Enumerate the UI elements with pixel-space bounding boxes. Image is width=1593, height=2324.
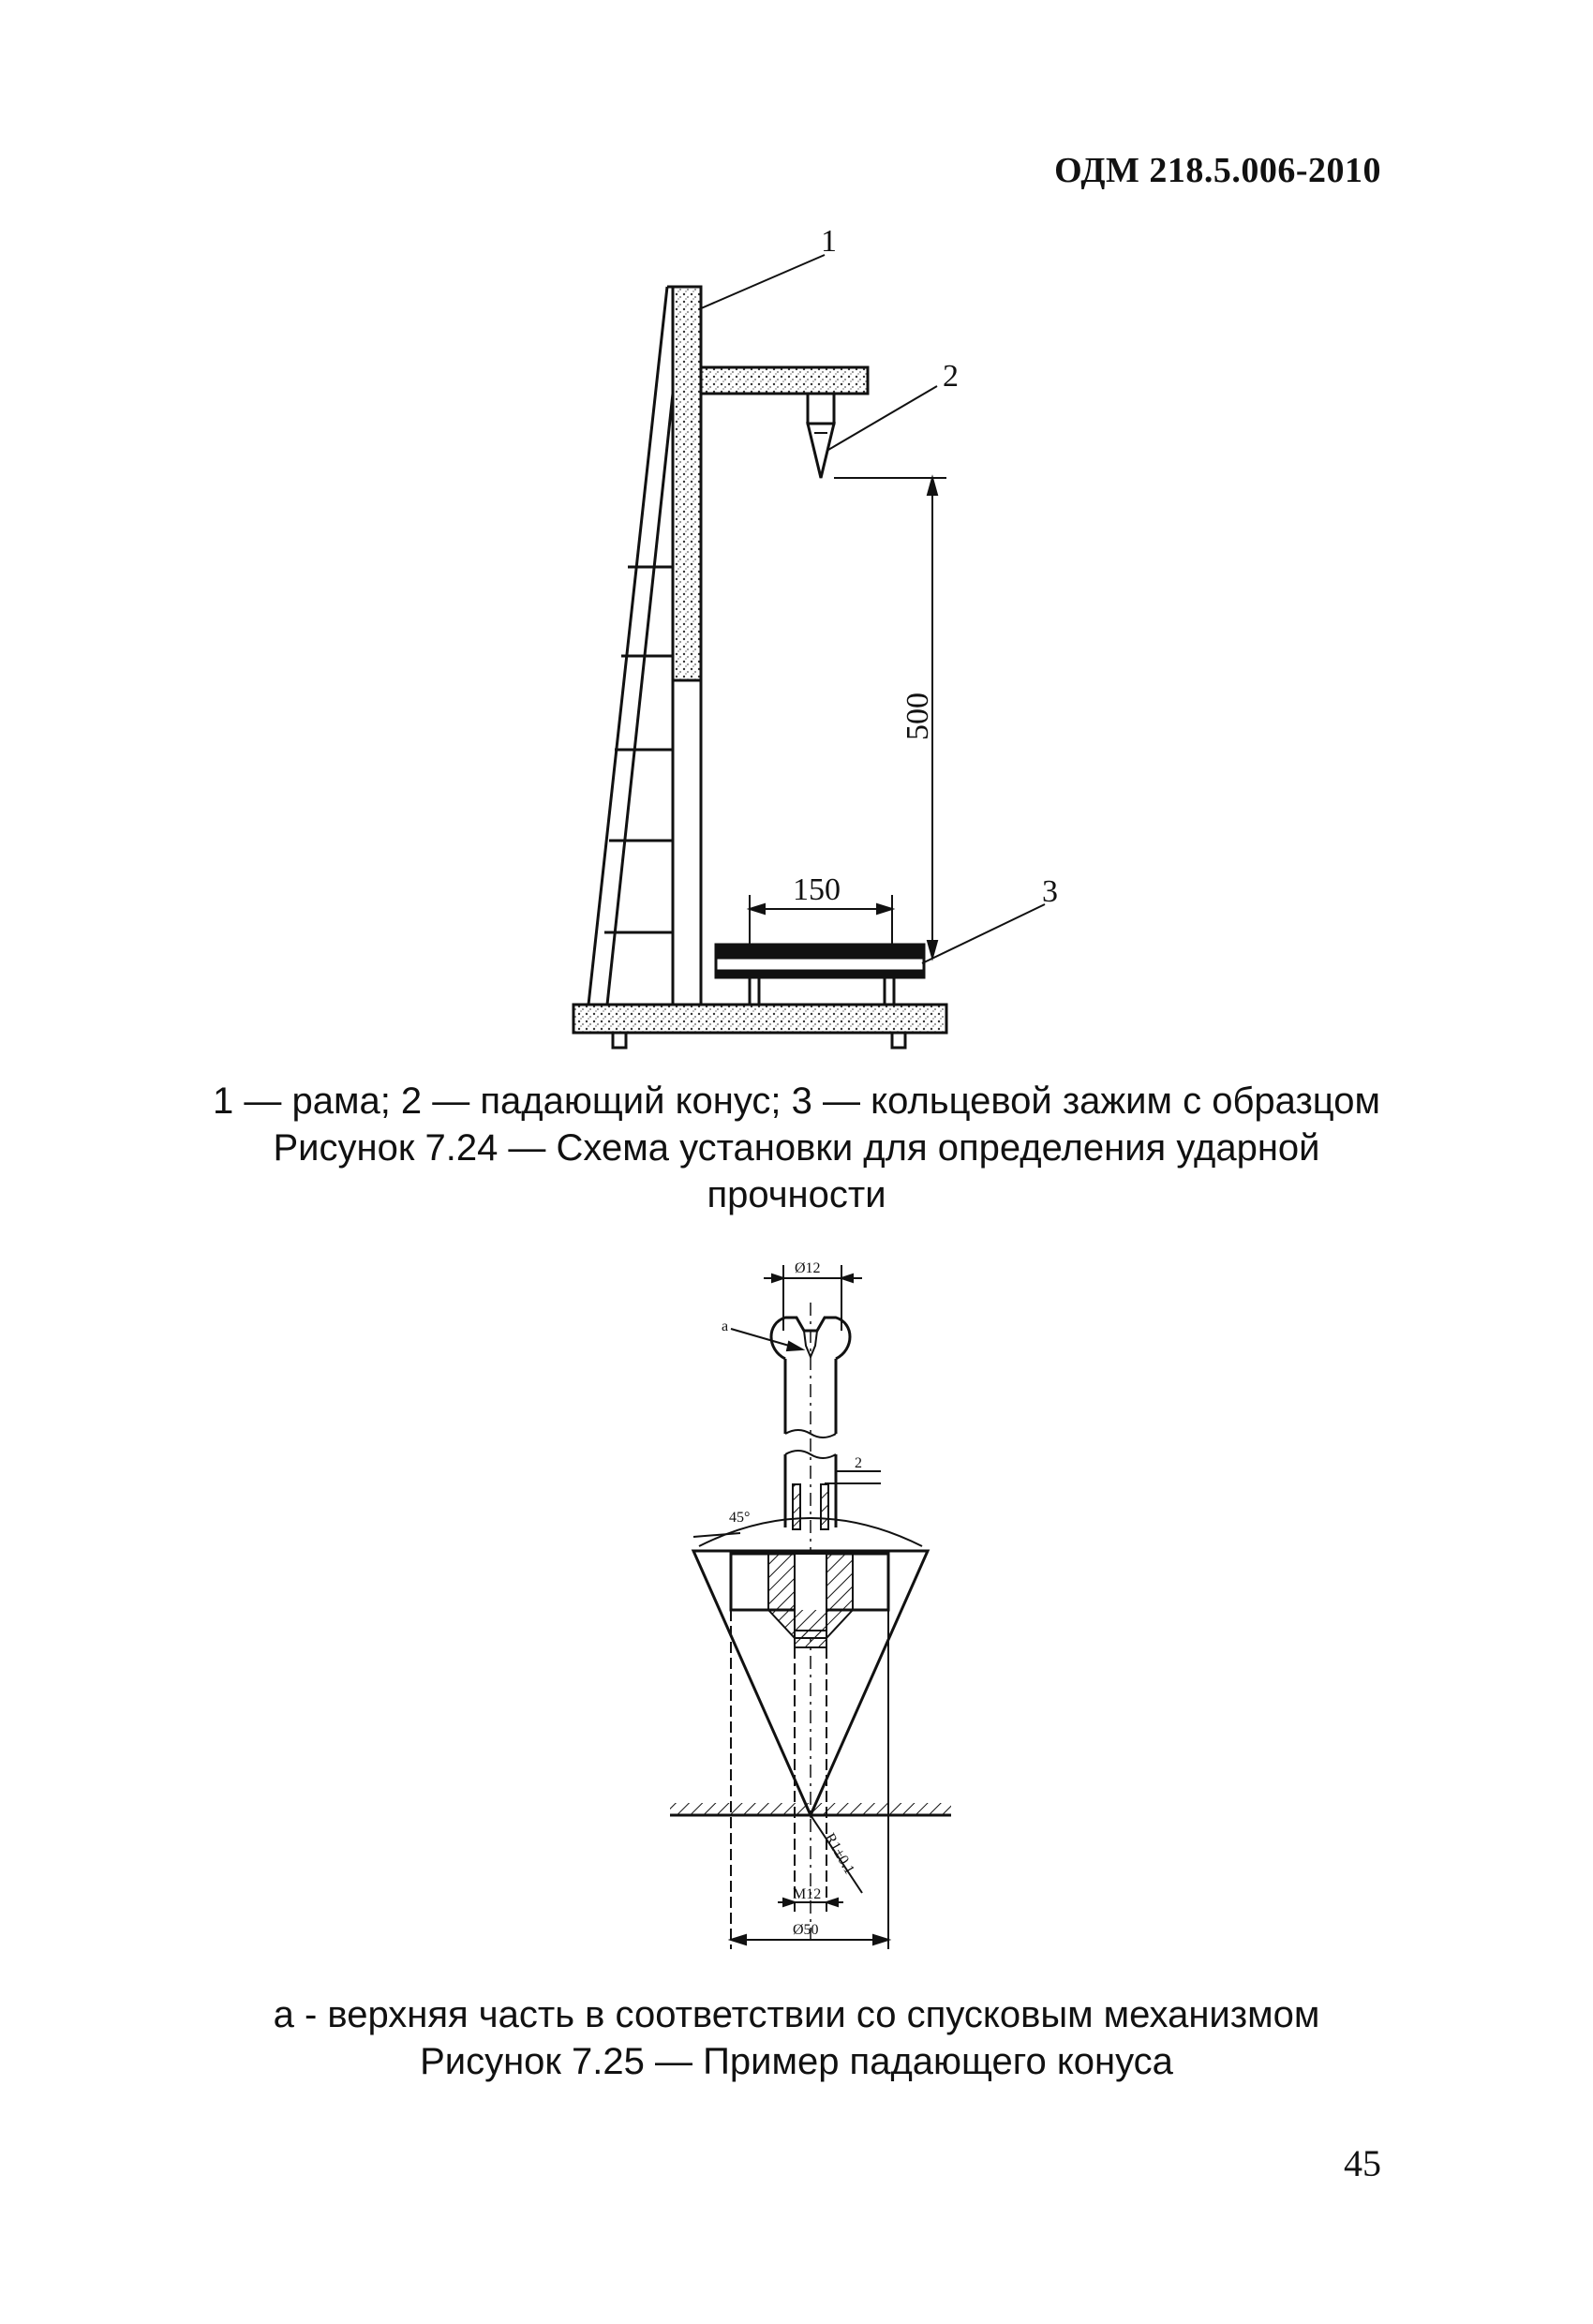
frame-brace-outer — [588, 287, 667, 1005]
callout-leader-3 — [922, 904, 1045, 963]
dim-radius: R1±0.1 — [821, 1830, 857, 1878]
figure-7-25-caption — [0, 1991, 1593, 2085]
figure-7-24-legend: 1 — рама; 2 — падающий конус; 3 — кольцевой зажим с образцом — [212, 1080, 1380, 1122]
figure-7-24-caption — [0, 1078, 1593, 1218]
frame-rungs — [604, 567, 673, 932]
frame-brace-inner — [607, 394, 673, 1005]
dim-thread: M12 — [793, 1886, 822, 1902]
ring-clamp — [716, 945, 924, 1005]
callout-leader-2 — [828, 386, 937, 450]
callout-3: 3 — [1042, 874, 1058, 909]
dim-top-diameter: Ø12 — [795, 1260, 821, 1276]
callout-a: a — [722, 1318, 729, 1334]
base-plate — [573, 1005, 946, 1033]
figure-7-25-title: Рисунок 7.25 — Пример падающего конуса — [420, 2041, 1173, 2082]
figure-7-25-legend: а - верхняя часть в соответствии со спусковым механизмом — [273, 1994, 1320, 2035]
figure-7-24-title-line1: Рисунок 7.24 — Схема установки для определения ударной — [273, 1127, 1320, 1169]
figure-7-24-rig — [573, 255, 1045, 1048]
dim-wall: 2 — [855, 1455, 862, 1471]
frame-arm — [701, 367, 868, 394]
figure-7-25-cone — [670, 1265, 951, 1949]
width-label: 150 — [793, 872, 841, 907]
callout-leader-1 — [699, 255, 825, 309]
dim-angle: 45° — [729, 1510, 751, 1526]
callout-2: 2 — [943, 359, 959, 394]
base-foot-left — [613, 1033, 626, 1048]
figure-7-24-labels — [793, 224, 1058, 909]
dim-base-diameter: Ø50 — [793, 1922, 819, 1938]
height-label: 500 — [901, 693, 935, 740]
base-foot-right — [892, 1033, 905, 1048]
page-number: 45 — [1344, 2142, 1381, 2184]
callout-1: 1 — [821, 224, 837, 259]
figure-7-24-title-line2: прочности — [707, 1174, 886, 1215]
document-code: ОДМ 218.5.006-2010 — [1054, 151, 1381, 190]
falling-cone — [808, 394, 834, 478]
